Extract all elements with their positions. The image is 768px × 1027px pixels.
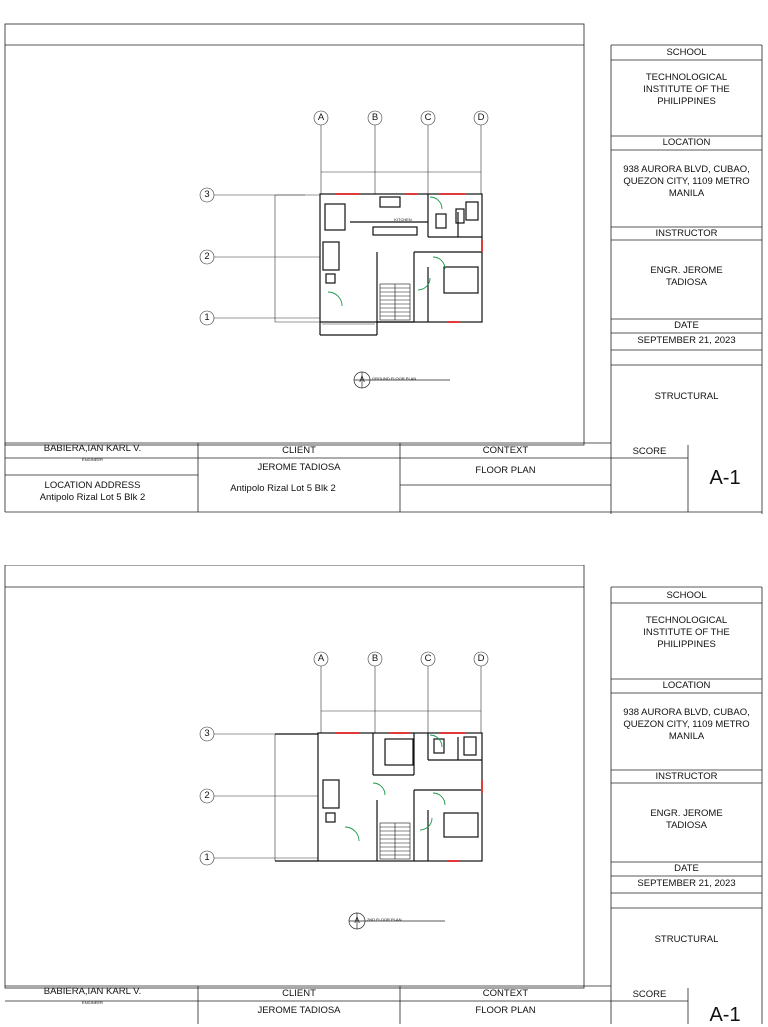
client-name: JEROME TADIOSA	[257, 462, 341, 473]
drawing-frame	[5, 565, 584, 988]
engineer-name: BABIERA,IAN KARL V.	[43, 986, 142, 997]
grid-label-a: A	[317, 112, 325, 123]
grid-label-1: 1	[204, 852, 210, 863]
grid-label-a: A	[317, 653, 325, 664]
grid-label-d: D	[477, 112, 485, 123]
grid-label-2: 2	[204, 251, 210, 262]
context-label: CONTEXT	[482, 988, 529, 999]
plan-title: 2ND FLOOR PLAN	[367, 917, 402, 922]
instructor-name: ENGR. JEROME TADIOSA	[650, 808, 723, 831]
windows	[335, 733, 482, 861]
school-label: SCHOOL	[666, 47, 707, 58]
grid-label-c: C	[424, 653, 432, 664]
instructor-name: ENGR. JEROME TADIOSA	[650, 265, 723, 288]
school-label: SCHOOL	[666, 590, 707, 601]
client-name: JEROME TADIOSA	[257, 1005, 341, 1016]
client-address: Antipolo Rizal Lot 5 Blk 2	[230, 483, 336, 494]
location-value: 938 AURORA BLVD, CUBAO, QUEZON CITY, 1109 METRO MANILA	[623, 707, 750, 742]
location-value: 938 AURORA BLVD, CUBAO, QUEZON CITY, 1109 METRO MANILA	[623, 164, 750, 199]
school-name: TECHNOLOGICAL INSTITUTE OF THE PHILIPPINES	[643, 72, 730, 107]
grid-label-2: 2	[204, 790, 210, 801]
room-label-kitchen: KITCHEN	[394, 217, 412, 222]
engineer-role: ENGINEER	[82, 457, 103, 462]
drawing-sheet-ground-floor	[0, 22, 768, 514]
grid-label-c: C	[424, 112, 432, 123]
grid-label-3: 3	[204, 189, 210, 200]
second-floor-plan	[275, 733, 482, 861]
drawing-sheet-second-floor	[0, 565, 768, 1024]
context-value: FLOOR PLAN	[475, 1005, 536, 1016]
grid-label-d: D	[477, 653, 485, 664]
instructor-label: INSTRUCTOR	[655, 228, 718, 239]
structural-grid	[200, 652, 488, 865]
grid-label-3: 3	[204, 728, 210, 739]
engineer-role: ENGINEER	[82, 1000, 103, 1005]
school-name: TECHNOLOGICAL INSTITUTE OF THE PHILIPPINES	[643, 615, 730, 650]
ground-floor-plan	[320, 194, 482, 335]
instructor-label: INSTRUCTOR	[655, 771, 718, 782]
location-address-value: Antipolo Rizal Lot 5 Blk 2	[39, 492, 146, 503]
grid-label-1: 1	[204, 312, 210, 323]
location-label: LOCATION	[662, 680, 711, 691]
sheet-number: A-1	[709, 1004, 741, 1026]
windows	[335, 194, 482, 322]
grid-label-b: B	[371, 653, 379, 664]
location-label: LOCATION	[662, 137, 711, 148]
context-label: CONTEXT	[482, 445, 529, 456]
date-value: SEPTEMBER 21, 2023	[637, 878, 736, 889]
category-value: STRUCTURAL	[654, 934, 719, 945]
score-label: SCORE	[632, 446, 667, 457]
client-label: CLIENT	[282, 988, 316, 999]
stairs	[380, 823, 410, 859]
score-label: SCORE	[632, 989, 667, 1000]
location-address-label: LOCATION ADDRESS	[44, 480, 141, 491]
sheet-number: A-1	[709, 467, 741, 489]
grid-label-b: B	[371, 112, 379, 123]
client-label: CLIENT	[282, 445, 316, 456]
engineer-name: BABIERA,IAN KARL V.	[43, 443, 142, 454]
section-marker-letter: A	[359, 375, 365, 384]
stairs	[380, 284, 410, 320]
date-label: DATE	[674, 320, 699, 331]
date-value: SEPTEMBER 21, 2023	[637, 335, 736, 346]
plan-title: GROUND FLOOR PLAN	[372, 376, 417, 381]
category-value: STRUCTURAL	[654, 391, 719, 402]
date-label: DATE	[674, 863, 699, 874]
section-marker-letter: A	[354, 916, 360, 925]
drawing-frame	[5, 24, 584, 445]
context-value: FLOOR PLAN	[475, 465, 536, 476]
